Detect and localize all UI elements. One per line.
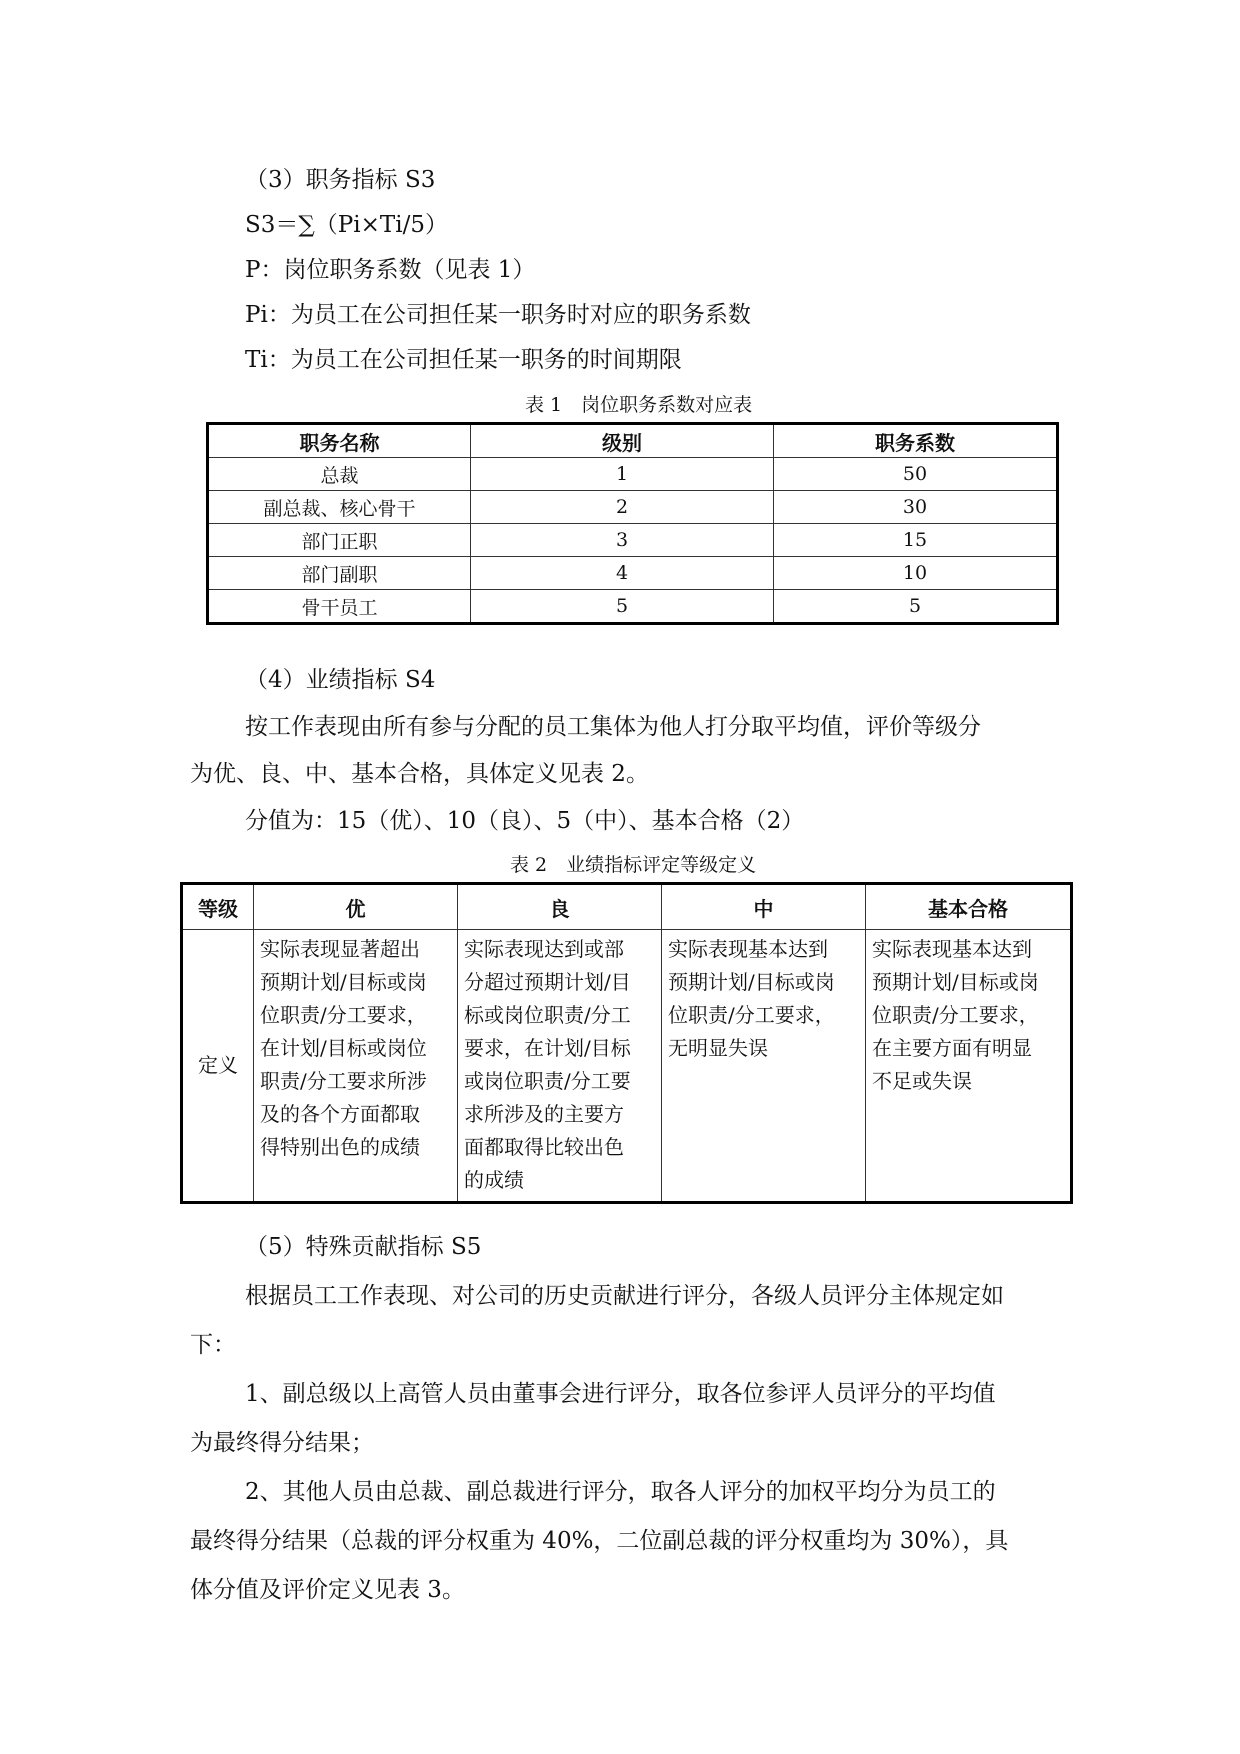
header-cell: 良 [458,884,662,930]
header-cell: 优 [254,884,458,930]
definition-average: 实际表现基本达到 预期计划/目标或岗 位职责/分工要求， 无明显失误 [662,930,866,1203]
s3-formula: S3＝∑（Pi×Ti/5） [245,212,448,238]
s5-item2-line: 2、其他人员由总裁、副总裁进行评分，取各人评分的加权平均分为员工的 [245,1479,996,1505]
header-cell: 职务名称 [208,424,471,458]
coefficient-cell: 50 [774,458,1058,491]
header-cell: 职务系数 [774,424,1058,458]
s5-item2-line: 体分值及评价定义见表 3。 [190,1577,465,1603]
table1-caption: 表 1 岗位职务系数对应表 [525,394,753,416]
level-cell: 4 [471,557,774,590]
s4-scores: 分值为：15（优）、10（良）、5（中）、基本合格（2） [245,808,805,834]
grade-definition-table [180,882,1073,1204]
table-row [182,930,1072,1203]
level-cell: 5 [471,590,774,624]
s4-paragraph-line: 为优、良、中、基本合格，具体定义见表 2。 [190,761,649,787]
s5-heading: （5）特殊贡献指标 S5 [245,1234,482,1260]
s5-item2-line: 最终得分结果（总裁的评分权重为 40%，二位副总裁的评分权重均为 30%），具 [190,1528,1009,1554]
position-cell: 骨干员工 [208,590,471,624]
table-row [208,557,1058,590]
s3-heading: （3）职务指标 S3 [245,167,436,193]
s4-paragraph-line: 按工作表现由所有参与分配的员工集体为他人打分取平均值，评价等级分 [245,714,981,740]
position-cell: 副总裁、核心骨干 [208,491,471,524]
level-cell: 1 [471,458,774,491]
pi-definition: Pi：为员工在公司担任某一职务时对应的职务系数 [245,302,751,328]
table-row [208,590,1058,624]
s5-item1-line: 为最终得分结果； [190,1430,374,1456]
coefficient-cell: 15 [774,524,1058,557]
definition-pass: 实际表现基本达到 预期计划/目标或岗 位职责/分工要求， 在主要方面有明显 不足或失误 [866,930,1072,1203]
level-cell: 3 [471,524,774,557]
position-cell: 部门副职 [208,557,471,590]
table-header-row [208,424,1058,458]
s5-item1-line: 1、副总级以上高管人员由董事会进行评分，取各位参评人员评分的平均值 [245,1381,996,1407]
s5-paragraph-line: 下： [190,1332,236,1358]
table-row [208,491,1058,524]
definition-excellent: 实际表现显著超出 预期计划/目标或岗 位职责/分工要求， 在计划/目标或岗位 职责/分工要求所涉 及的各个方面都取 得特别出色的成绩 [254,930,458,1203]
table-row [208,458,1058,491]
coefficient-cell: 10 [774,557,1058,590]
ti-definition: Ti：为员工在公司担任某一职务的时间期限 [245,347,682,373]
row-label: 定义 [182,930,254,1203]
header-cell: 级别 [471,424,774,458]
header-cell: 中 [662,884,866,930]
coefficient-cell: 30 [774,491,1058,524]
position-cell: 部门正职 [208,524,471,557]
s5-paragraph-line: 根据员工工作表现、对公司的历史贡献进行评分，各级人员评分主体规定如 [245,1283,1004,1309]
level-cell: 2 [471,491,774,524]
position-cell: 总裁 [208,458,471,491]
coefficient-table [206,422,1059,625]
definition-good: 实际表现达到或部 分超过预期计划/目 标或岗位职责/分工 要求，在计划/目标 或岗位职责/分工要 求所涉及的主要方 面都取得比较出色 的成绩 [458,930,662,1203]
table2-caption: 表 2 业绩指标评定等级定义 [510,854,757,876]
coefficient-cell: 5 [774,590,1058,624]
table-row [208,524,1058,557]
p-definition: P：岗位职务系数（见表 1） [245,257,536,283]
s4-heading: （4）业绩指标 S4 [245,667,436,693]
header-cell: 等级 [182,884,254,930]
table-header-row [182,884,1072,930]
header-cell: 基本合格 [866,884,1072,930]
